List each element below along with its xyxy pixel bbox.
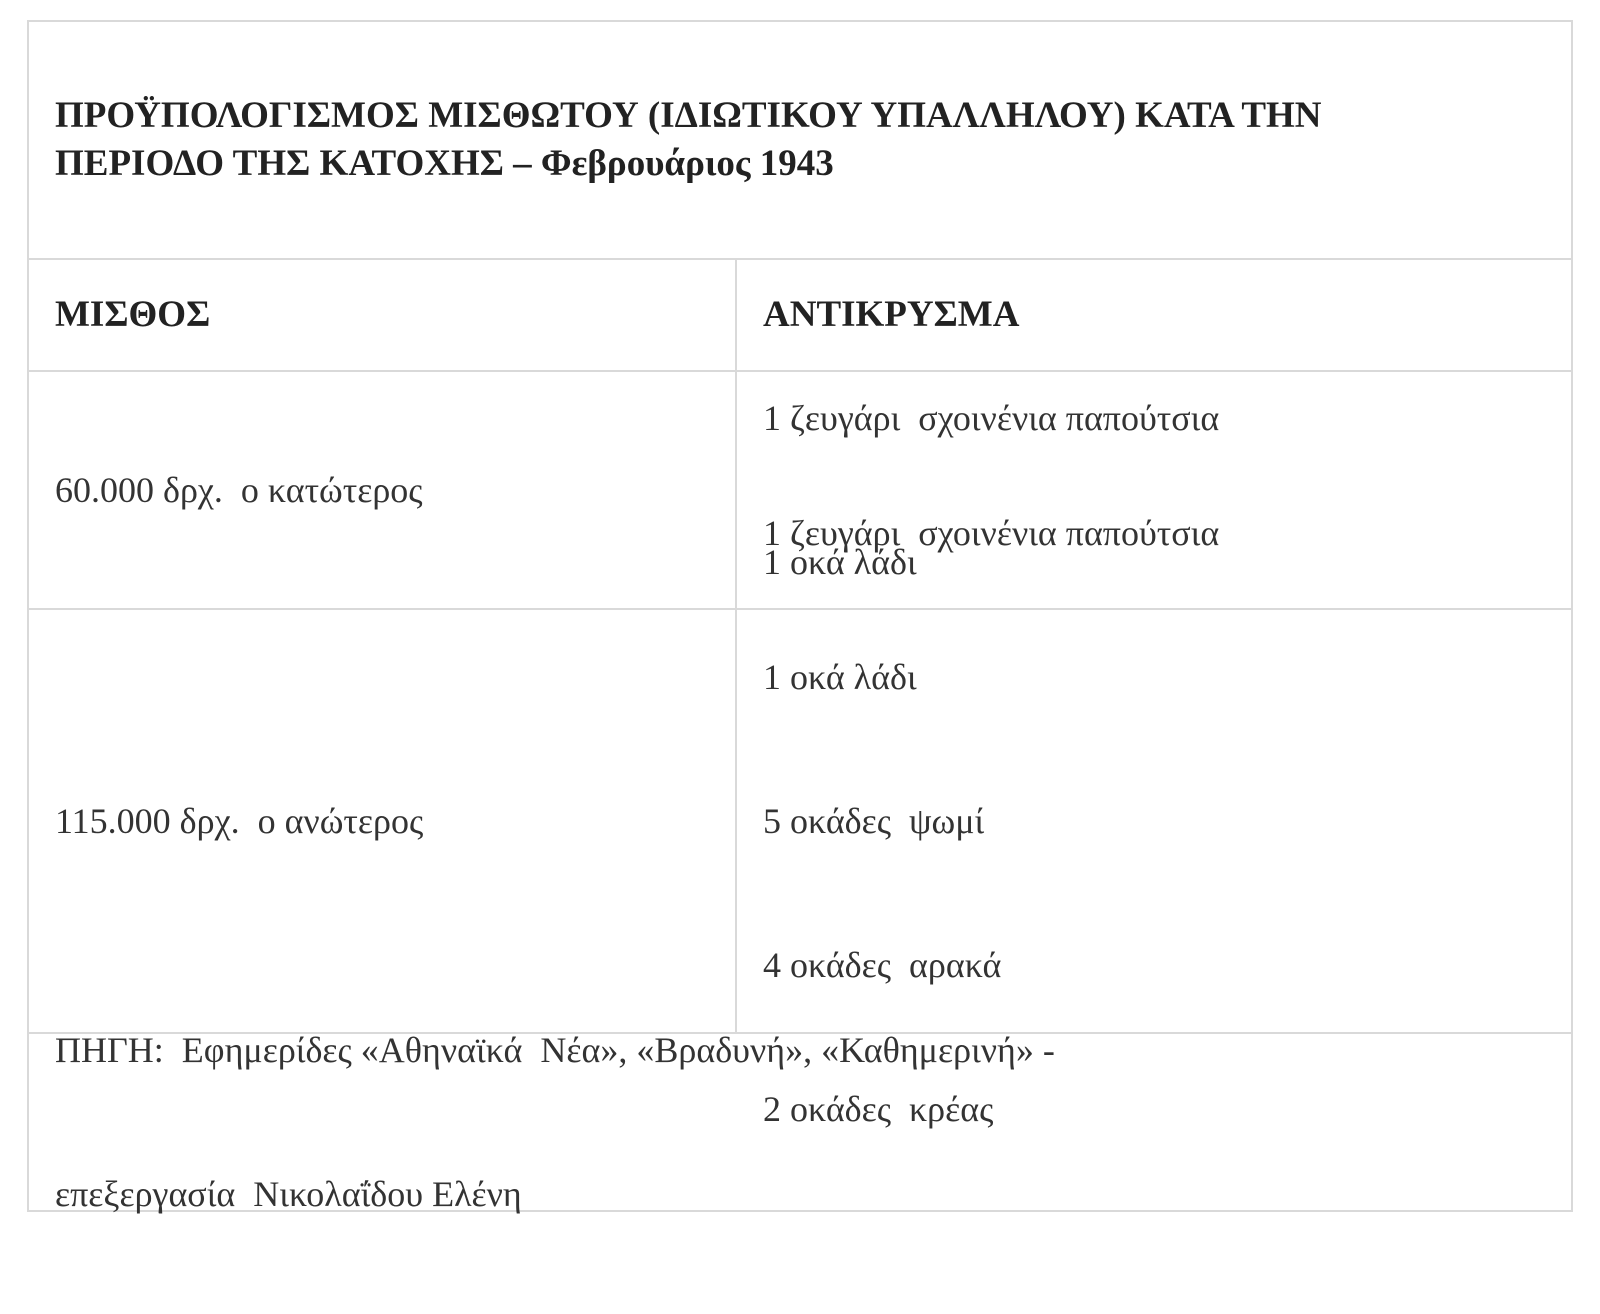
table-title (55, 92, 1551, 188)
source-line-1: ΠΗΓΗ: Εφημερίδες «Αθηναϊκά Νέα», «Βραδυνή», «Καθημερινή» - (55, 1030, 1055, 1070)
source-note (55, 930, 1551, 1314)
list-item: 2 οκάδες κρέας (763, 1089, 994, 1129)
source-line-2: επεξεργασία Νικολαΐδου Ελένη (55, 1174, 522, 1214)
salary-value: 60.000 δρχ. ο κατώτερος (55, 470, 423, 510)
title-cell (29, 22, 1571, 258)
title-row (29, 22, 1571, 260)
title-line-2: ΠΕΡΙΟΔΟ ΤΗΣ ΚΑΤΟΧΗΣ – Φεβρουάριος 1943 (55, 143, 834, 184)
source-cell (29, 1030, 1571, 1214)
list-item: 1 οκά λάδι (763, 542, 917, 582)
list-item: 1 ζευγάρι σχοινένια παπούτσια (763, 513, 1220, 553)
salary-cell (29, 372, 737, 608)
header-equivalent: ΑΝΤΙΚΡΥΣΜΑ (763, 294, 1020, 335)
list-item: 4 οκάδες αρακά (763, 945, 1002, 985)
list-item: 1 οκά λάδι (763, 657, 917, 697)
salary-value: 115.000 δρχ. ο ανώτερος (55, 801, 424, 841)
list-item: 1 ζευγάρι σχοινένια παπούτσια (763, 398, 1220, 438)
source-row (29, 1030, 1571, 1214)
list-item: 5 οκάδες ψωμί (763, 801, 985, 841)
header-salary: ΜΙΣΘΟΣ (55, 294, 211, 335)
budget-table (27, 20, 1573, 1212)
title-line-1: ΠΡΟΫΠΟΛΟΓΙΣΜΟΣ ΜΙΣΘΩΤΟΥ (ΙΔΙΩΤΙΚΟΥ ΥΠΑΛΛΗΛΟΥ) ΚΑΤΑ ΤΗΝ (55, 95, 1322, 136)
header-salary-cell (29, 260, 737, 370)
